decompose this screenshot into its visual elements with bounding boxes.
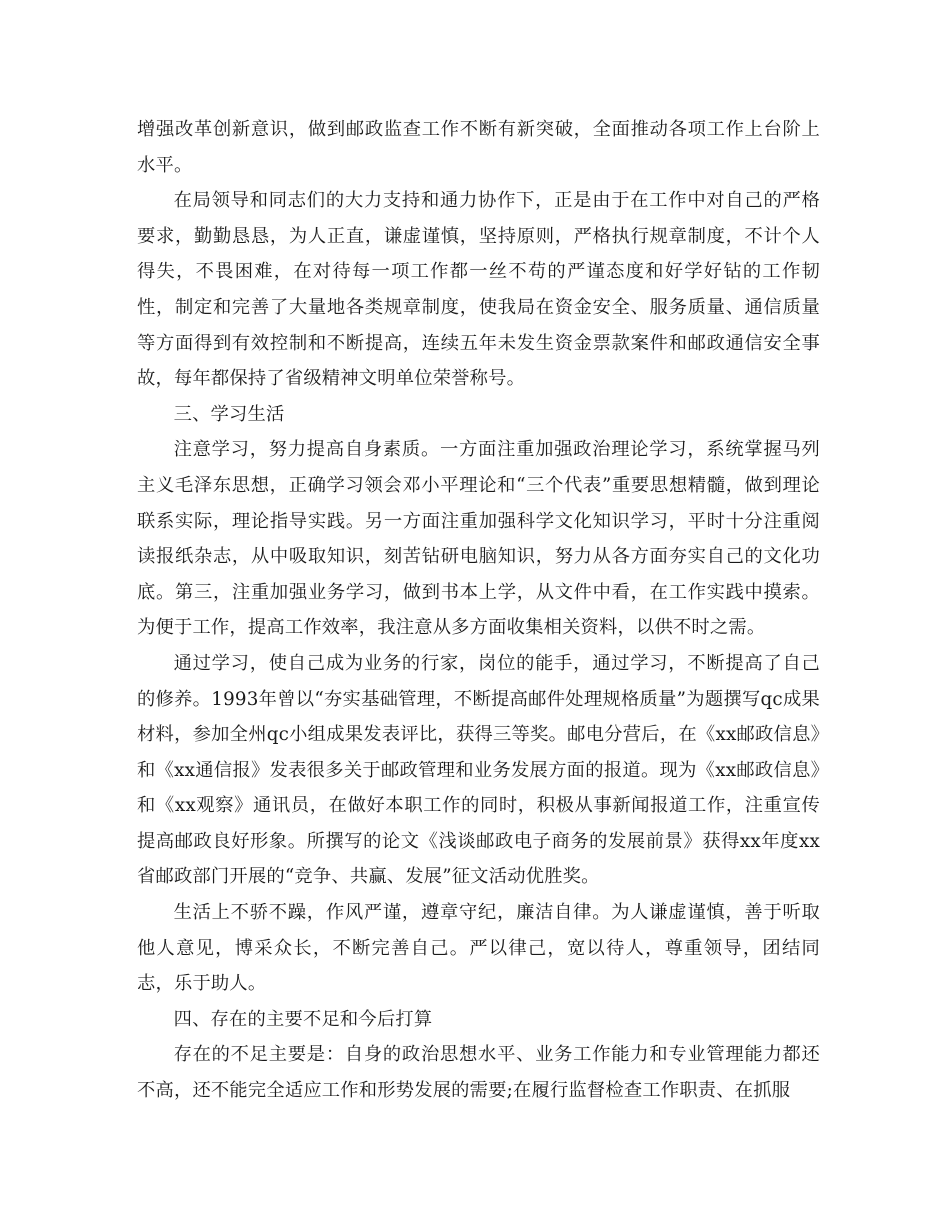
- paragraph-life-style: 生活上不骄不躁，作风严谨，遵章守纪，廉洁自律。为人谦虚谨慎，善于听取他人意见，博采众长，不断完善自己。严以律己，宽以待人，尊重领导，团结同志，乐于助人。: [137, 902, 820, 995]
- paragraph-continuation: 增强改革创新意识，做到邮政监查工作不断有新突破，全面推动各项工作上台阶上水平。: [137, 119, 820, 176]
- paragraph-achievements: 通过学习，使自己成为业务的行家，岗位的能手，通过学习，不断提高了自己的修养。1993年曾以“夯实基础管理，不断提高邮件处理规格质量”为题撰写qc成果材料，参加全州qc小组成果发表评比，获得三等奖。邮电分营后，在《xx邮政信息》和《xx通信报》发表很多关于邮政管理和业务发展方面的报道。现为《xx邮政信息》和《xx观察》通讯员，在做好本职工作的同时，积极从事新闻报道工作，注重宣传提高邮政良好形象。所撰写的论文《浅谈邮政电子商务的发展前景》获得xx年度xx省邮政部门开展的“竞争、共赢、发展”征文活动优胜奖。: [137, 652, 820, 888]
- section-heading-study-life: 三、学习生活: [173, 403, 285, 425]
- paragraph-work-performance: 在局领导和同志们的大力支持和通力协作下，正是由于在工作中对自己的严格要求，勤勤恳恳，为人正直，谦虚谨慎，坚持原则，严格执行规章制度，不计个人得失，不畏困难，在对待每一项工作都一丝不苟的严谨态度和好学好钻的工作韧性，制定和完善了大量地各类规章制度，使我局在资金安全、服务质量、通信质量等方面得到有效控制和不断提高，连续五年未发生资金票款案件和邮政通信安全事故，每年都保持了省级精神文明单位荣誉称号。: [137, 190, 820, 390]
- section-heading-shortcomings: 四、存在的主要不足和今后打算: [173, 1008, 433, 1030]
- document-body: [137, 112, 820, 1109]
- paragraph-study: 注意学习，努力提高自身素质。一方面注重加强政治理论学习，系统掌握马列主义毛泽东思想，正确学习领会邓小平理论和“三个代表”重要思想精髓，做到理论联系实际，理论指导实践。另一方面注重加强科学文化知识学习，平时十分注重阅读报纸杂志，从中吸取知识，刻苦钻研电脑知识，努力从各方面夯实自己的文化功底。第三，注重加强业务学习，做到书本上学，从文件中看，在工作实践中摸索。为便于工作，提高工作效率，我注意从多方面收集相关资料，以供不时之需。: [137, 439, 820, 639]
- paragraph-shortcomings: 存在的不足主要是：自身的政治思想水平、业务工作能力和专业管理能力都还不高，还不能完全适应工作和形势发展的需要;在履行监督检查工作职责、在抓服: [137, 1044, 820, 1102]
